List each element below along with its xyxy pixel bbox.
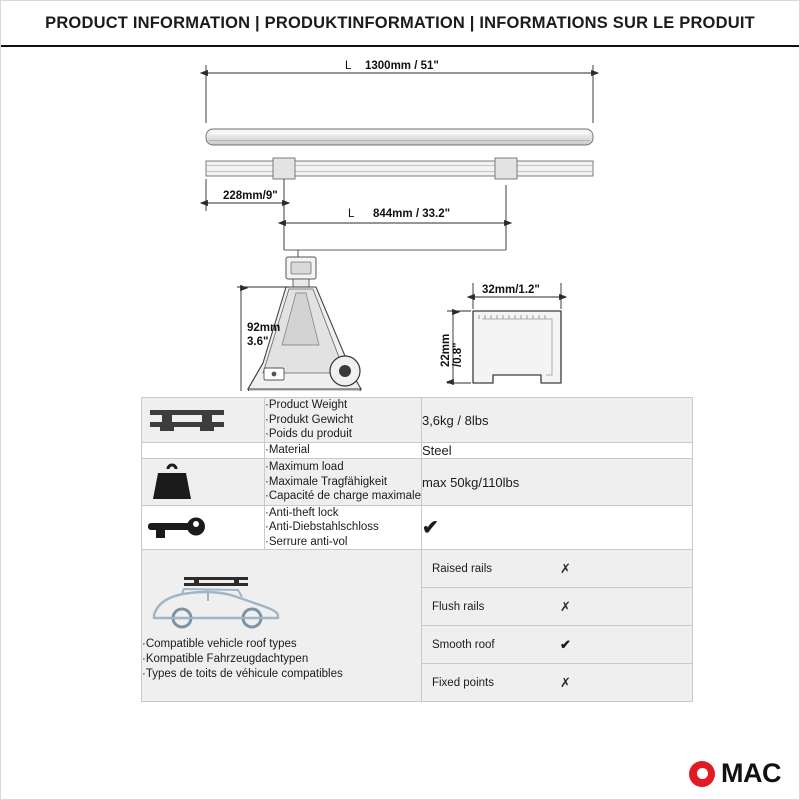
spec-label-line: ·Poids du produit — [265, 428, 352, 441]
brand-logo — [689, 758, 781, 789]
dim-profile-height-line1: 22mm — [440, 333, 452, 367]
label-cell — [265, 459, 422, 506]
roof-types-table — [422, 550, 692, 701]
dim-total-value: 1300mm / 51" — [365, 60, 439, 72]
table-row — [142, 443, 693, 459]
page-title: PRODUCT INFORMATION | PRODUKTINFORMATION | INFORMATIONS SUR LE PRODUIT — [45, 13, 755, 32]
table-row — [142, 459, 693, 506]
table-row — [142, 506, 693, 550]
spec-label-line: ·Product Weight — [265, 399, 348, 412]
spec-label-line: ·Maximale Tragfähigkeit — [265, 475, 388, 488]
spec-label-line: ·Material — [265, 444, 310, 457]
roof-type-row — [422, 664, 692, 702]
dim-span-label: L — [348, 208, 355, 220]
compat-cell — [142, 550, 422, 702]
icon-cell — [142, 398, 265, 443]
spec-value: Steel — [421, 443, 692, 459]
dim-offset-value: 228mm/9" — [223, 190, 278, 202]
dim-height-line1: 92mm — [247, 322, 281, 334]
spec-label-line: ·Serrure anti-vol — [265, 535, 348, 548]
crossbar-top-view — [206, 129, 593, 145]
spec-table — [141, 397, 693, 702]
crossbar-icon — [142, 398, 232, 442]
table-row-compatibility — [142, 550, 693, 702]
icon-cell — [142, 459, 265, 506]
roof-type-mark: ✗ — [550, 550, 692, 588]
spec-label-line: ·Anti-theft lock — [265, 507, 339, 519]
compat-label-line: ·Types de toits de véhicule compatibles — [142, 668, 343, 681]
technical-drawing — [1, 45, 799, 391]
roof-type-row — [422, 550, 692, 588]
roof-type-mark: ✔ — [550, 626, 692, 664]
icon-cell — [142, 506, 265, 550]
roof-type-name: Fixed points — [422, 664, 550, 702]
spec-label-line: ·Produkt Gewicht — [265, 413, 354, 426]
roof-type-row — [422, 588, 692, 626]
dim-profile-height-line2: /0.8" — [452, 342, 464, 367]
o-circle-inner — [697, 768, 708, 779]
profile-cross-section — [473, 311, 561, 383]
logo-text: MAC — [721, 758, 781, 788]
label-cell — [265, 443, 422, 459]
o-circle-icon — [689, 761, 715, 787]
dim-height-line2: 3.6" — [247, 336, 269, 348]
roof-type-name: Raised rails — [422, 550, 550, 588]
dim-profile-width-value: 32mm/1.2" — [482, 284, 540, 296]
compat-label-line: ·Compatible vehicle roof types — [142, 638, 297, 651]
spec-label-line: ·Capacité de charge maximale — [265, 490, 421, 503]
page-header — [1, 1, 799, 47]
spec-label-line: ·Anti-Diebstahlschloss — [265, 521, 379, 534]
roof-type-name: Smooth roof — [422, 626, 550, 664]
roof-type-name: Flush rails — [422, 588, 550, 626]
label-cell — [265, 398, 422, 443]
spec-value-check: ✔ — [421, 506, 692, 550]
drawing-svg — [1, 45, 800, 391]
icon-cell — [142, 443, 265, 459]
weight-icon — [142, 459, 202, 505]
compat-label-line: ·Kompatible Fahrzeugdachtypen — [142, 653, 309, 666]
dim-span-value: 844mm / 33.2" — [373, 208, 451, 220]
roof-type-mark: ✗ — [550, 588, 692, 626]
spec-label-line: ·Maximum load — [265, 461, 344, 474]
roof-type-row — [422, 626, 692, 664]
car-with-rack-icon — [142, 571, 292, 631]
dim-total-label: L — [345, 60, 352, 72]
lock-key-icon — [142, 511, 212, 545]
roof-types-cell — [421, 550, 692, 702]
roof-type-mark: ✗ — [550, 664, 692, 702]
spec-value: 3,6kg / 8lbs — [421, 398, 692, 443]
spec-value: max 50kg/110lbs — [421, 459, 692, 506]
crossbar-side-view — [206, 158, 593, 179]
table-row — [142, 398, 693, 443]
label-cell — [265, 506, 422, 550]
